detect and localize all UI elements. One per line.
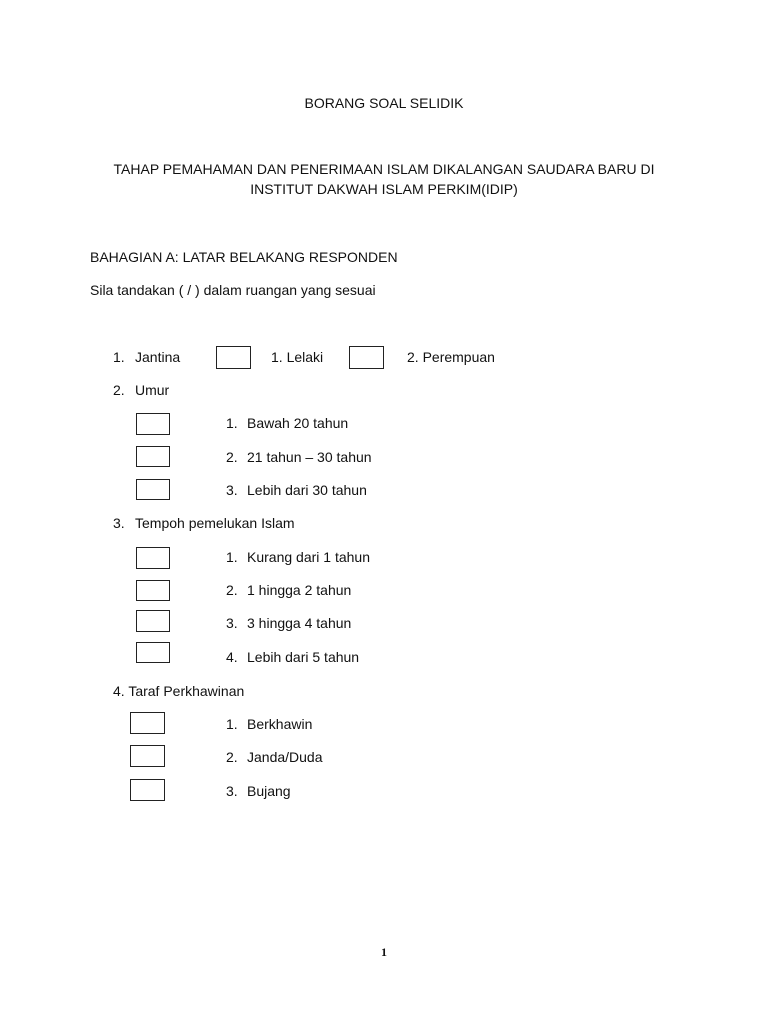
form-subtitle-line2: INSTITUT DAKWAH ISLAM PERKIM(IDIP): [250, 181, 518, 197]
option-label: Bawah 20 tahun: [247, 415, 349, 431]
checkbox-lebih-30[interactable]: [136, 479, 170, 500]
page-number: 1: [381, 945, 387, 959]
checkbox-21-30[interactable]: [136, 446, 170, 467]
question-number: 1.: [113, 349, 125, 365]
option-label: 2. Perempuan: [407, 349, 495, 365]
form-title: BORANG SOAL SELIDIK: [304, 95, 464, 111]
instruction-text: Sila tandakan ( / ) dalam ruangan yang sesuai: [90, 282, 376, 298]
checkbox-lebih-5[interactable]: [136, 642, 170, 663]
option-label: Berkhawin: [247, 716, 313, 732]
question-label: Tempoh pemelukan Islam: [135, 515, 295, 531]
option-label: Bujang: [247, 783, 291, 799]
question-label: Jantina: [135, 349, 181, 365]
option-number: 1.: [226, 716, 238, 732]
checkbox-berkhawin[interactable]: [130, 712, 165, 734]
checkbox-3-4[interactable]: [136, 610, 170, 632]
option-label: 21 tahun – 30 tahun: [247, 449, 372, 465]
checkbox-lelaki[interactable]: [216, 346, 251, 369]
checkbox-1-2[interactable]: [136, 580, 170, 601]
checkbox-perempuan[interactable]: [349, 346, 384, 369]
option-label: 1. Lelaki: [271, 349, 324, 365]
option-label: 3 hingga 4 tahun: [247, 615, 352, 631]
option-number: 1.: [226, 415, 238, 431]
option-label: 1 hingga 2 tahun: [247, 582, 352, 598]
option-number: 3.: [226, 783, 238, 799]
question-label: Umur: [135, 382, 170, 398]
option-label: Lebih dari 30 tahun: [247, 482, 367, 498]
question-label: 4. Taraf Perkhawinan: [113, 683, 245, 699]
option-number: 2.: [226, 449, 238, 465]
checkbox-kurang-1[interactable]: [136, 547, 170, 569]
question-number: 2.: [113, 382, 125, 398]
section-heading: BAHAGIAN A: LATAR BELAKANG RESPONDEN: [90, 249, 398, 265]
option-number: 3.: [226, 482, 238, 498]
option-label: Kurang dari 1 tahun: [247, 549, 370, 565]
form-subtitle-line1: TAHAP PEMAHAMAN DAN PENERIMAAN ISLAM DIKALANGAN SAUDARA BARU DI: [113, 161, 655, 177]
option-label: Janda/Duda: [247, 749, 323, 765]
option-number: 2.: [226, 749, 238, 765]
option-number: 3.: [226, 615, 238, 631]
option-number: 1.: [226, 549, 238, 565]
option-number: 4.: [226, 649, 238, 665]
checkbox-janda-duda[interactable]: [130, 745, 165, 767]
question-number: 3.: [113, 515, 125, 531]
checkbox-bawah-20[interactable]: [136, 413, 170, 435]
option-label: Lebih dari 5 tahun: [247, 649, 360, 665]
checkbox-bujang[interactable]: [130, 779, 165, 801]
option-number: 2.: [226, 582, 238, 598]
